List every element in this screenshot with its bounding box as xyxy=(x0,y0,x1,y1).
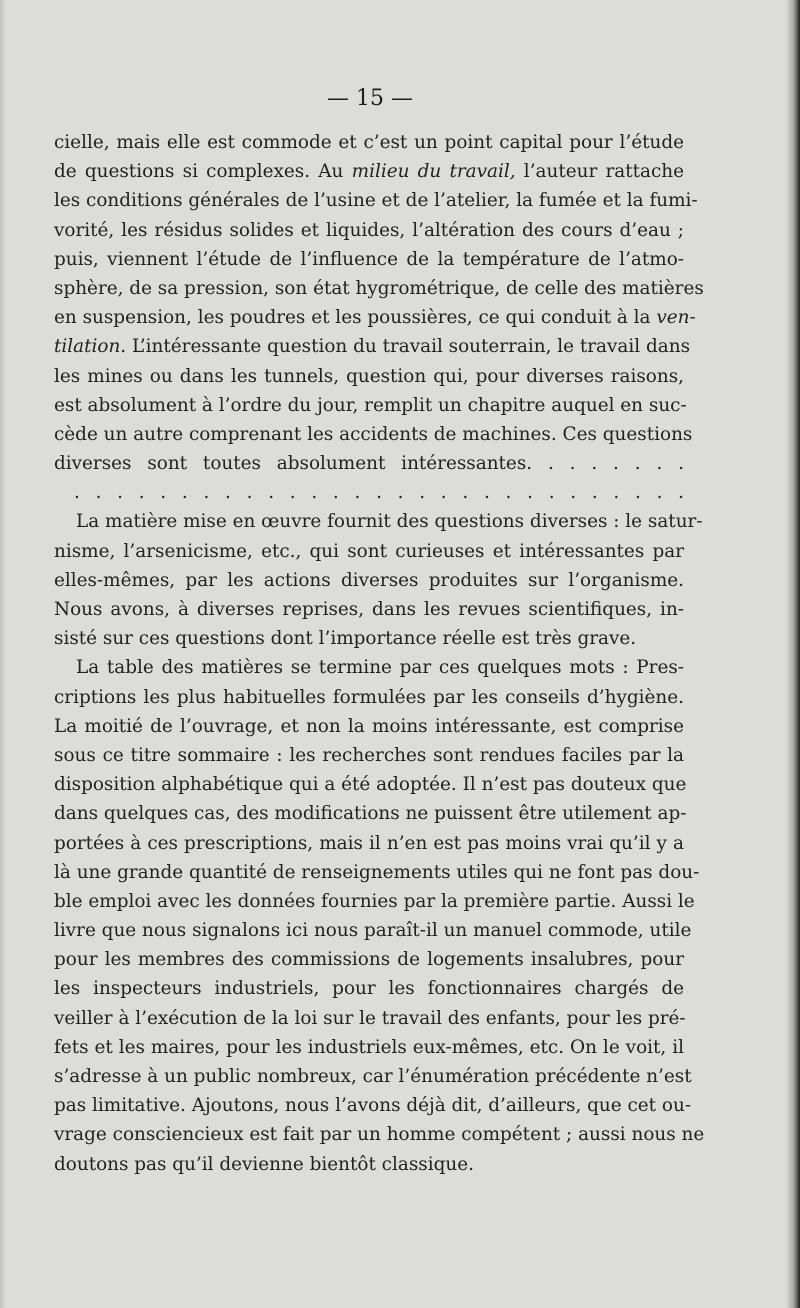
line-text: vorité, les résidus solides et liquides, l’altération des cours d’eau ; xyxy=(54,219,684,241)
text-line xyxy=(54,945,684,974)
line-text: La table des matières se termine par ces quelques mots : Pres- xyxy=(76,657,684,679)
text-line xyxy=(54,1062,692,1091)
line-text: est absolument à l’ordre du jour, remplit un chapitre auquel en suc- xyxy=(54,394,687,416)
line-text: ble emploi avec les données fournies par la première partie. Aussi le xyxy=(54,890,695,912)
page-shadow-left xyxy=(0,0,6,1308)
text-line xyxy=(54,683,684,712)
text-line xyxy=(54,887,695,916)
text-line xyxy=(54,507,703,536)
line-text: en suspension, les poudres et les poussières, ce qui conduit à la xyxy=(54,307,651,329)
text-line xyxy=(54,916,692,945)
line-text: de questions si complexes. Au xyxy=(54,161,344,183)
line-text: veiller à l’exécution de la loi sur le travail des enfants, pour les pré- xyxy=(54,1007,686,1029)
text-line xyxy=(54,595,684,624)
text-line xyxy=(54,362,684,391)
text-line xyxy=(54,741,684,770)
text-line xyxy=(54,858,700,887)
line-text: . . . . . . . . . . . . . . . . . . . . . . . . . . . . . xyxy=(74,482,684,504)
text-line xyxy=(54,332,691,361)
line-text: La matière mise en œuvre fournit des questions diverses : le satur- xyxy=(76,511,703,533)
line-text: elles-mêmes, par les actions diverses produites sur l’organisme. xyxy=(54,569,684,591)
text-line xyxy=(54,420,693,449)
text-line xyxy=(54,245,684,274)
text-line xyxy=(54,712,684,741)
body-text xyxy=(54,128,705,1179)
text-line xyxy=(54,829,684,858)
text-line xyxy=(54,478,684,507)
line-text: diverses sont toutes absolument intéressantes. . . . . . . . xyxy=(54,453,684,475)
text-line xyxy=(54,449,684,478)
text-line xyxy=(54,157,684,186)
text-line xyxy=(54,128,684,157)
text-line xyxy=(54,770,687,799)
text-line xyxy=(54,537,684,566)
text-line xyxy=(54,274,704,303)
line-text: disposition alphabétique qui a été adoptée. Il n’est pas douteux que xyxy=(54,774,687,796)
line-text: Nous avons, à diverses reprises, dans les revues scientifiques, in- xyxy=(54,599,684,620)
line-text: portées à ces prescriptions, mais il n’en est pas moins vrai qu’il y a xyxy=(54,832,684,854)
line-text: L’intéressante question du travail souterrain, le travail dans xyxy=(126,336,691,358)
line-text: sphère, de sa pression, son état hygrométrique, de celle des matières xyxy=(54,277,704,299)
line-text: les inspecteurs industriels, pour les fonctionnaires chargés de xyxy=(54,978,684,1000)
text-line xyxy=(54,1004,684,1033)
line-text: l’auteur rattache xyxy=(515,161,684,183)
text-line xyxy=(54,303,696,332)
line-text: livre que nous signalons ici nous paraît-il un manuel commode, utile xyxy=(54,920,692,942)
text-line xyxy=(54,799,687,828)
text-line xyxy=(54,216,684,245)
line-text: pour les membres des commissions de logements insalubres, pour xyxy=(54,949,684,971)
line-text: dans quelques cas, des modifications ne puissent être utilement ap- xyxy=(54,803,687,825)
line-text: s’adresse à un public nombreux, car l’énumération précédente n’est xyxy=(54,1066,692,1087)
italic-text: ven- xyxy=(656,307,696,329)
line-text: doutons pas qu’il devienne bientôt classique. xyxy=(54,1153,474,1175)
line-text: La moitié de l’ouvrage, et non la moins intéressante, est comprise xyxy=(54,715,684,737)
text-line xyxy=(54,1120,705,1149)
page-shadow-right xyxy=(786,0,800,1308)
italic-text: tilation. xyxy=(54,336,127,358)
line-text: là une grande quantité de renseignements utiles qui ne font pas dou- xyxy=(54,861,700,883)
text-line xyxy=(54,1150,684,1179)
line-text: cielle, mais elle est commode et c’est un point capital pour l’étude xyxy=(54,132,684,153)
line-text: puis, viennent l’étude de l’influence de la température de l’atmo- xyxy=(54,248,684,270)
line-text: nisme, l’arsenicisme, etc., qui sont curieuses et intéressantes par xyxy=(54,540,684,562)
text-line xyxy=(54,974,684,1003)
line-text: sisté sur ces questions dont l’importance réelle est très grave. xyxy=(54,628,637,650)
text-line xyxy=(54,624,684,653)
line-text: criptions les plus habituelles formulées par les conseils d’hygiène. xyxy=(54,686,684,708)
line-text: vrage consciencieux est fait par un homme compétent ; aussi nous ne xyxy=(54,1124,705,1146)
line-text: sous ce titre sommaire : les recherches sont rendues faciles par la xyxy=(54,744,684,766)
line-text: fets et les maires, pour les industriels eux-mêmes, etc. On le voit, il xyxy=(54,1036,684,1058)
text-line xyxy=(54,1091,692,1120)
text-line xyxy=(54,566,684,595)
line-text: pas limitative. Ajoutons, nous l’avons déjà dit, d’ailleurs, que cet ou- xyxy=(54,1095,692,1117)
italic-text: milieu du travail, xyxy=(351,161,516,183)
line-text: les mines ou dans les tunnels, question qui, pour diverses raisons, xyxy=(54,365,684,387)
text-line xyxy=(54,653,684,682)
page-number: — 15 — xyxy=(327,86,413,111)
line-text: cède un autre comprenant les accidents de machines. Ces questions xyxy=(54,423,693,445)
text-line xyxy=(54,391,687,420)
line-text: les conditions générales de l’usine et de l’atelier, la fumée et la fumi- xyxy=(54,190,698,212)
text-line xyxy=(54,186,698,215)
text-line xyxy=(54,1033,684,1062)
